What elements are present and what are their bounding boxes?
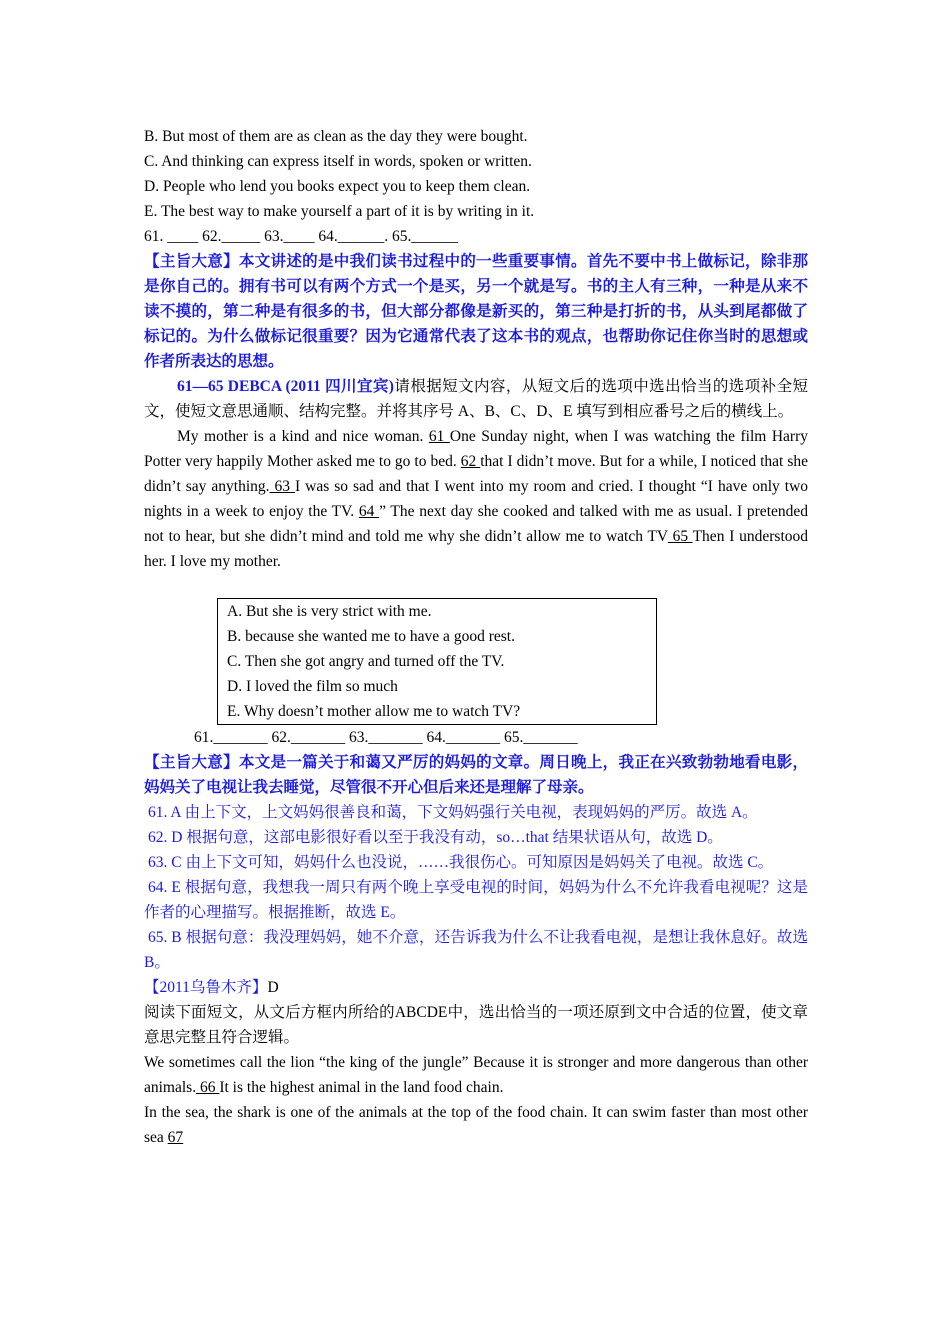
blank-63: 63	[269, 478, 296, 495]
text-part: Then I understood her. I love my mother.	[144, 528, 809, 570]
answer-line-1: 61. ____ 62._____ 63.____ 64.______. 65.______	[144, 228, 458, 245]
explanation-62: 62. D 根据句意，这部电影很好看以至于我没有动，so…that 结果状语从句，故选 D。	[148, 829, 723, 846]
text-part: ” The next day she cooked and talked with me as usual. I pretended not to hear, but she didn’t mind and told me why she didn’t allow me to watch TV	[144, 503, 809, 545]
answer-line-2: 61._______ 62._______ 63._______ 64._______ 65._______	[194, 729, 578, 746]
blank-61: 61	[428, 428, 450, 445]
text-part: I was so sad and that I went into my room and cried. I thought “I have only two nights in a week to enjoy the TV.	[144, 478, 809, 520]
blank-66: 66	[196, 1079, 220, 1096]
blank-67: 67	[167, 1129, 184, 1146]
summary-1: 【主旨大意】本文讲述的是中我们读书过程中的一些重要事情。首先不要中书上做标记，除非那是你自己的。拥有书可以有两个方式一个是买，另一个就是写。书的主人有三种，一种是从来不读不摸的，第二种是有很多的书，但大部分都像是新买的，第三种是打折的书，从头到尾都做了标记的。为什么做标记很重要？因为它通常代表了这本书的观点，也帮助你记住你当时的思想或作者所表达的思想。	[144, 253, 808, 370]
passage3-source: 【2011乌鲁木齐】	[144, 979, 268, 996]
passage3-para1: We sometimes call the lion “the king of the jungle” Because it is stronger and more dangerous than other animals. 66 It is the highest animal in the land food chain.	[144, 1054, 808, 1096]
explanation-63: 63. C 由上下文可知，妈妈什么也没说，……我很伤心。可知原因是妈妈关了电视。故选 C。	[148, 854, 774, 871]
box-option-b: B. because she wanted me to have a good rest.	[227, 628, 515, 645]
passage1-options	[144, 124, 808, 224]
passage3-para2: In the sea, the shark is one of the animals at the top of the food chain. It can swim faster than most other sea 67	[144, 1104, 808, 1146]
passage2-instruction-text: 请根据短文内容，从短文后的选项中选出恰当的选项补全短文，使短文意思通顺、结构完整。并将其序号 A、B、C、D、E 填写到相应番号之后的横线上。	[144, 378, 808, 420]
box-option-c: C. Then she got angry and turned off the TV.	[227, 653, 505, 670]
explanation-61: 61. A 由上下文，上文妈妈很善良和蔼，下文妈妈强行关电视，表现妈妈的严厉。故选 A。	[148, 804, 758, 821]
option-e: E. The best way to make yourself a part of it is by writing in it.	[144, 203, 535, 220]
box-option-e: E. Why doesn’t mother allow me to watch TV?	[227, 703, 521, 720]
summary-2: 【主旨大意】本文是一篇关于和蔼又严厉的妈妈的文章。周日晚上，我正在兴致勃勃地看电影，妈妈关了电视让我去睡觉，尽管很不开心但后来还是理解了母亲。	[144, 754, 808, 796]
blank-65: 65	[667, 528, 693, 545]
options-box	[217, 598, 657, 725]
explanations	[144, 800, 808, 975]
blank-64: 64	[358, 503, 380, 520]
passage3-instruction: 阅读下面短文，从文后方框内所给的ABCDE中，选出恰当的一项还原到文中合适的位置，使文章意思完整且符合逻辑。	[144, 1004, 808, 1046]
option-d: D. People who lend you books expect you to keep them clean.	[144, 178, 531, 195]
passage3-answer: D	[267, 979, 279, 996]
explanation-65: 65. B 根据句意：我没理妈妈，她不介意，还告诉我为什么不让我看电视，是想让我休息好。故选 B。	[144, 929, 808, 971]
text-part: One Sunday night, when I was watching the film Harry Potter very happily Mother asked me to go to bed.	[144, 428, 808, 470]
option-b: B. But most of them are as clean as the day they were bought.	[144, 128, 528, 145]
spacer	[144, 574, 808, 598]
text-part: that I didn’t move. But for a while, I noticed that she didn’t say anything.	[144, 453, 808, 495]
document-page	[144, 124, 808, 1150]
passage3-heading	[144, 975, 808, 1000]
passage2-instruction	[144, 374, 808, 424]
option-c: C. And thinking can express itself in words, spoken or written.	[144, 153, 532, 170]
box-option-d: D. I loved the film so much	[227, 678, 398, 695]
passage2-heading: 61—65 DEBCA (2011 四川宜宾)	[177, 378, 394, 395]
blank-62: 62	[460, 453, 481, 470]
box-option-a: A. But she is very strict with me.	[227, 603, 432, 620]
text-part: My mother is a kind and nice woman.	[177, 428, 429, 445]
explanation-64: 64. E 根据句意，我想我一周只有两个晚上享受电视的时间，妈妈为什么不允许我看电视呢？这是作者的心理描写。根据推断，故选 E。	[144, 879, 808, 921]
passage2-text	[144, 424, 808, 574]
